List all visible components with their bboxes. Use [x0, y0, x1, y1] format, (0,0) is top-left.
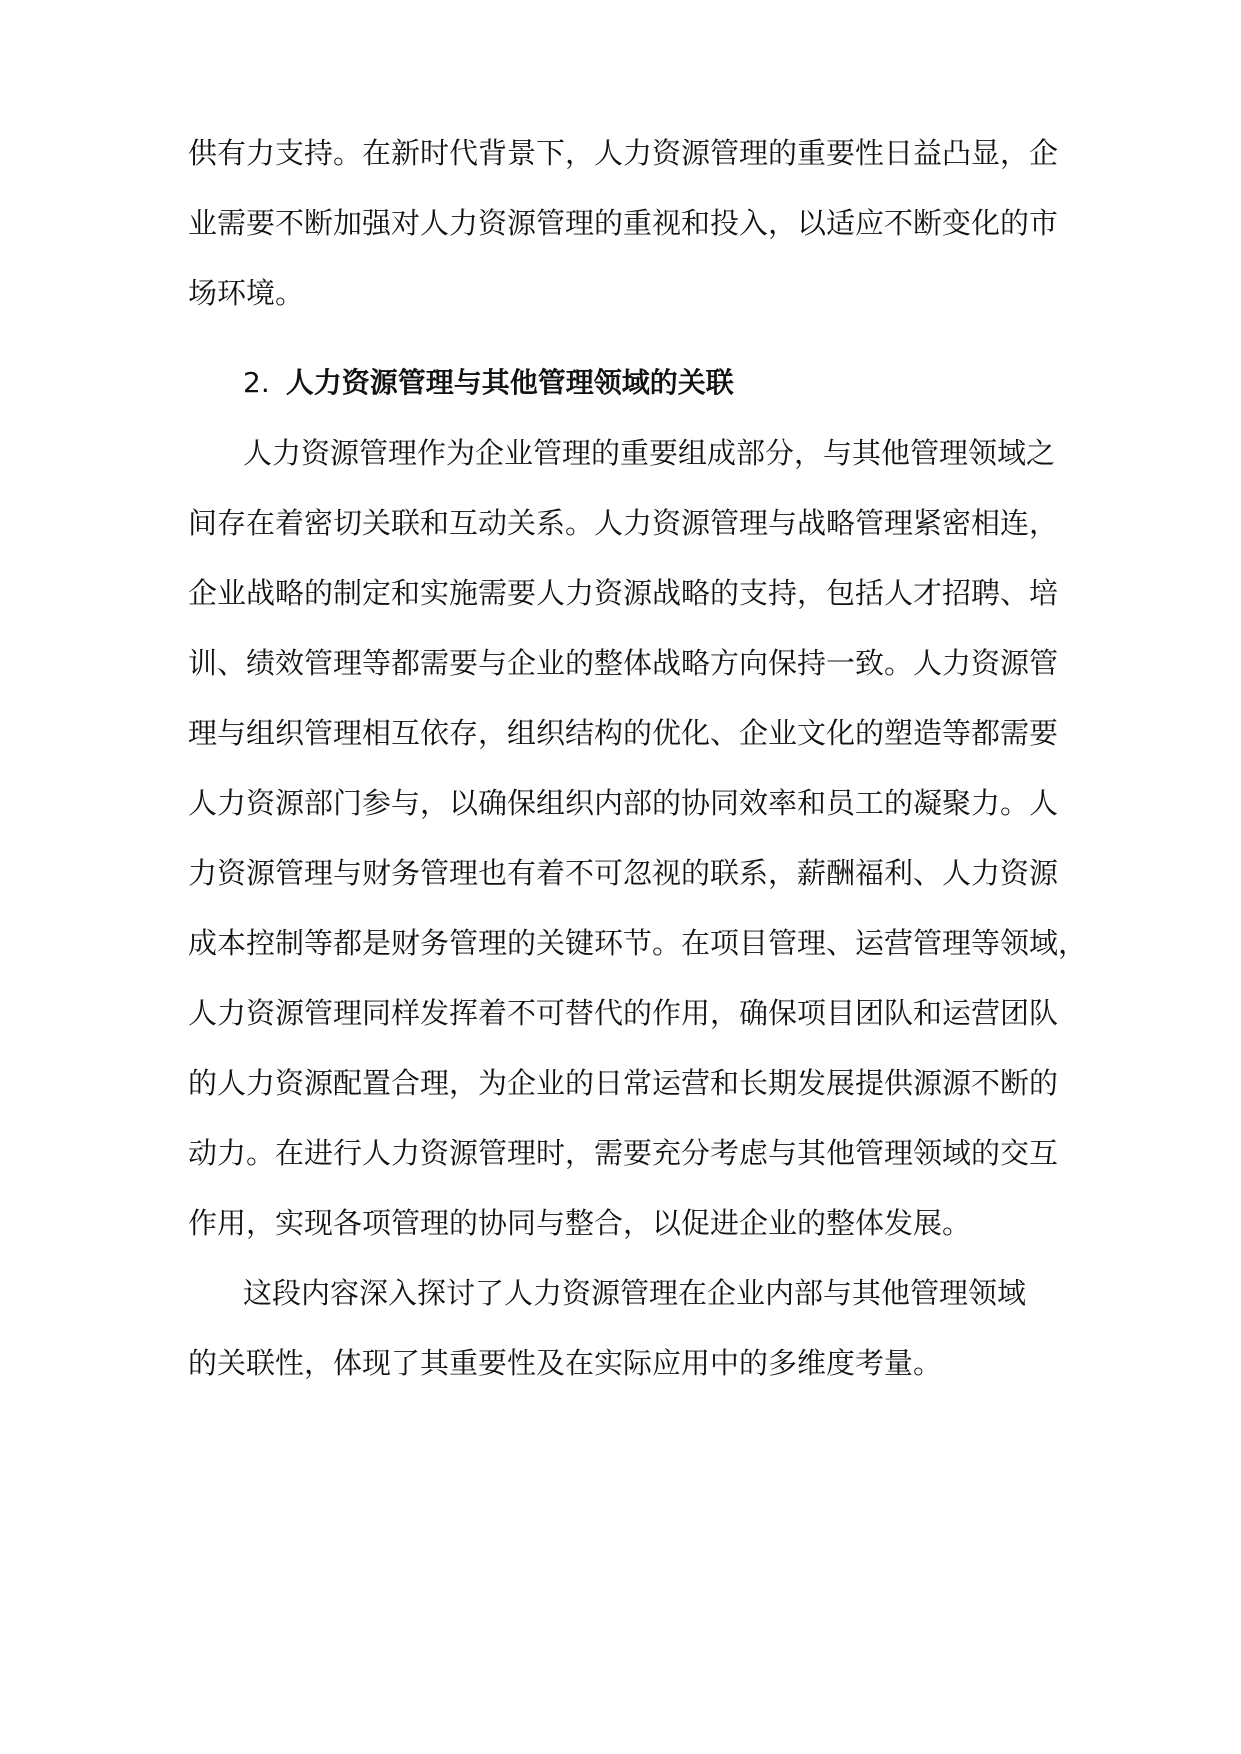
section-title: 人力资源管理与其他管理领域的关联 [285, 366, 734, 399]
paragraph-line: 动力。在进行人力资源管理时，需要充分考虑与其他管理领域的交互 [188, 1136, 1059, 1170]
paragraph-line: 的关联性，体现了其重要性及在实际应用中的多维度考量。 [188, 1346, 943, 1380]
paragraph-line: 人力资源管理作为企业管理的重要组成部分，与其他管理领域之 [243, 436, 1056, 470]
paragraph-line: 人力资源部门参与，以确保组织内部的协同效率和员工的凝聚力。人 [188, 786, 1059, 820]
paragraph-line: 作用，实现各项管理的协同与整合，以促进企业的整体发展。 [188, 1206, 972, 1240]
paragraph-line: 间存在着密切关联和互动关系。人力资源管理与战略管理紧密相连， [188, 506, 1059, 540]
paragraph-line: 的人力资源配置合理，为企业的日常运营和长期发展提供源源不断的 [188, 1066, 1059, 1100]
paragraph-line: 业需要不断加强对人力资源管理的重视和投入，以适应不断变化的市 [188, 206, 1059, 240]
paragraph-line: 场环境。 [188, 276, 305, 310]
paragraph-line: 训、绩效管理等都需要与企业的整体战略方向保持一致。人力资源管 [188, 646, 1059, 680]
section-number: 2. [243, 366, 270, 399]
paragraph-line: 这段内容深入探讨了人力资源管理在企业内部与其他管理领域 [243, 1276, 1027, 1310]
paragraph-line: 企业战略的制定和实施需要人力资源战略的支持，包括人才招聘、培 [188, 576, 1059, 610]
paragraph-line: 成本控制等都是财务管理的关键环节。在项目管理、运营管理等领域， [188, 926, 1088, 960]
paragraph-line: 供有力支持。在新时代背景下，人力资源管理的重要性日益凸显，企 [188, 136, 1059, 170]
paragraph-line: 理与组织管理相互依存，组织结构的优化、企业文化的塑造等都需要 [188, 716, 1059, 750]
paragraph-line: 力资源管理与财务管理也有着不可忽视的联系，薪酬福利、人力资源 [188, 856, 1059, 890]
paragraph-line: 人力资源管理同样发挥着不可替代的作用，确保项目团队和运营团队 [188, 996, 1059, 1030]
section-heading [243, 365, 734, 401]
